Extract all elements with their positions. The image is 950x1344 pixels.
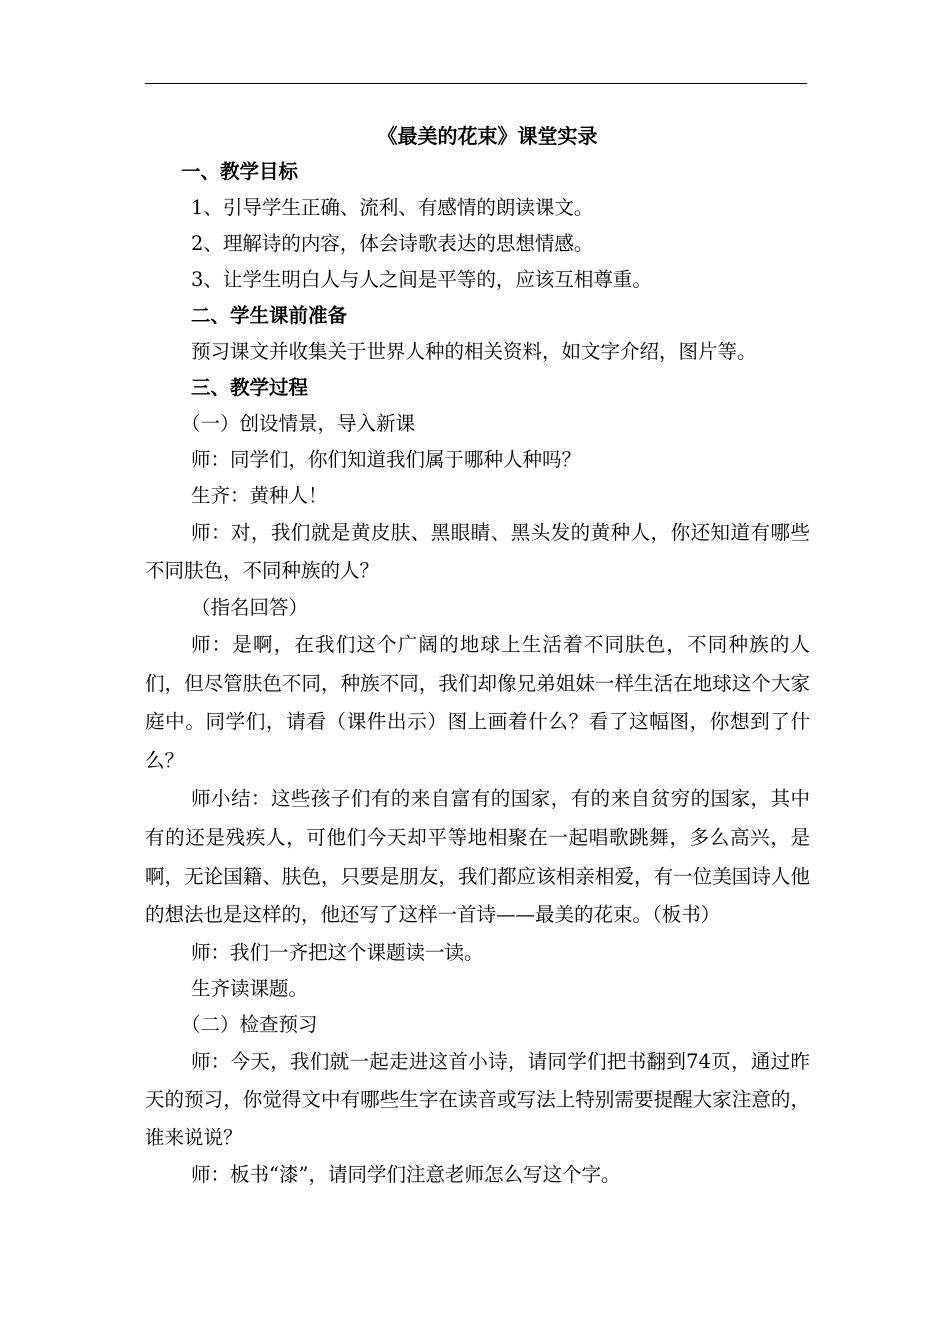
paragraph: 师小结：这些孩子们有的来自富有的国家，有的来自贫穷的国家，其中有的还是残疾人，可他们今天却平等地相聚在一起唱歌跳舞，多么高兴，是啊，无论国籍、肤色，只要是朋友，我们都应该相亲相爱，有一位美国诗人他的想法也是这样的，他还写了这样一首诗——最美的花束。（板书）	[145, 787, 810, 927]
paragraph: 师：今天，我们就一起走进这首小诗，请同学们把书翻到74页，通过昨天的预习，你觉得文中有哪些生字在读音或写法上特别需要提醒大家注意的，谁来说说？	[145, 1049, 810, 1149]
part2-heading: （二）检查预习	[181, 1012, 318, 1036]
paragraph: （指名回答）	[191, 596, 309, 619]
goals-heading: 一、教学目标	[181, 160, 299, 183]
goal-item: 1、引导学生正确、流利、有感情的朗读课文。	[191, 196, 594, 219]
paragraph: 师：是啊，在我们这个广阔的地球上生活着不同肤色，不同种族的人们，但尽管肤色不同，种族不同，我们却像兄弟姐妹一样生活在地球这个大家庭中。同学们，请看（课件出示）图上画着什么？看了这幅图，你想到了什么？	[145, 633, 810, 772]
header-rule	[145, 83, 807, 84]
paragraph: 生齐：黄种人！	[191, 484, 328, 507]
document-title: 《最美的花束》课堂实录	[377, 124, 598, 148]
document-body	[145, 118, 810, 1193]
paragraph: 师：板书“漆”，请同学们注意老师怎么写这个字。	[191, 1162, 621, 1186]
prep-text: 预习课文并收集关于世界人种的相关资料，如文字介绍，图片等。	[191, 340, 757, 363]
goal-item: 2、理解诗的内容，体会诗歌表达的思想情感。	[191, 232, 594, 255]
process-heading: 三、教学过程	[191, 376, 309, 399]
paragraph: 师：对，我们就是黄皮肤、黑眼睛、黑头发的黄种人，你还知道有哪些不同肤色，不同种族的人？	[145, 521, 810, 582]
goal-item: 3、让学生明白人与人之间是平等的，应该互相尊重。	[191, 268, 652, 291]
part1-heading: （一）创设情景，导入新课	[181, 412, 416, 435]
prep-heading: 二、学生课前准备	[191, 304, 348, 327]
paragraph: 师：我们一齐把这个课题读一读。	[191, 940, 484, 964]
paragraph: 师：同学们，你们知道我们属于哪种人种吗？	[191, 448, 582, 471]
paragraph: 生齐读课题。	[191, 976, 309, 1000]
